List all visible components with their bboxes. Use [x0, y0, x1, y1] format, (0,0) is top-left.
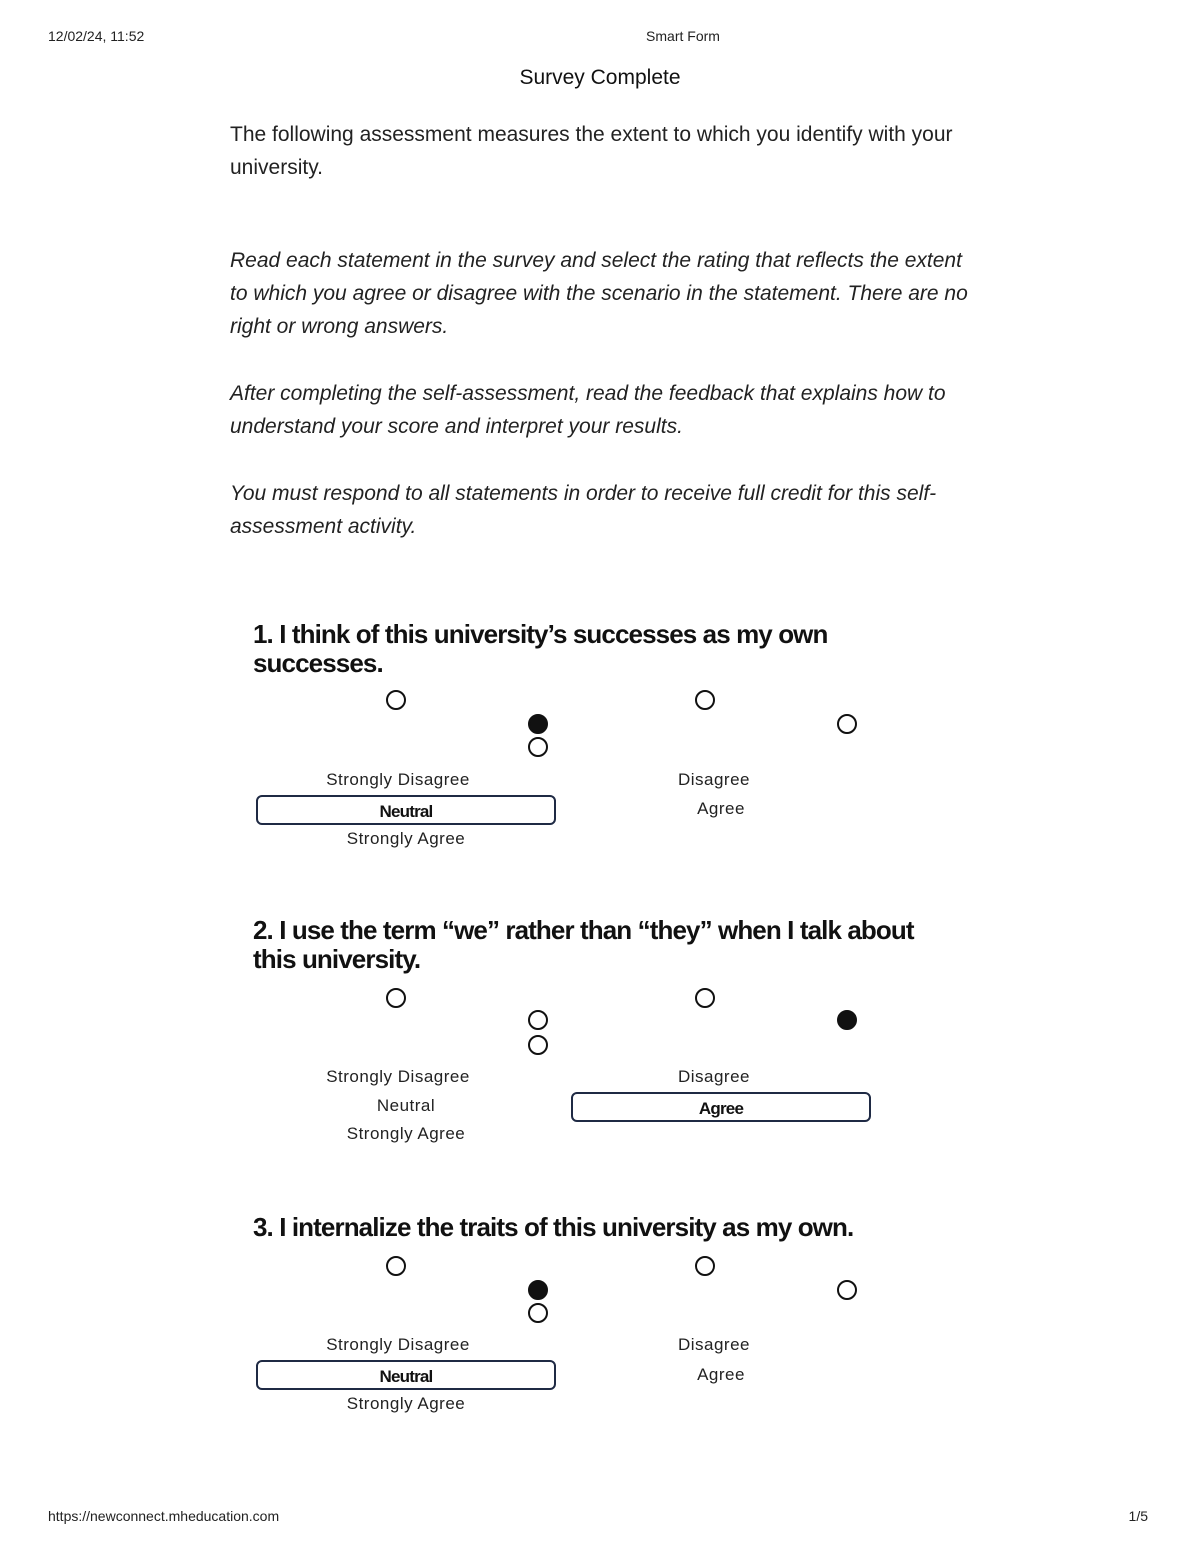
radio-strongly-agree[interactable]	[528, 1303, 548, 1323]
option-label-disagree[interactable]: Disagree	[677, 1335, 751, 1354]
option-label-strongly-disagree[interactable]: Strongly Disagree	[326, 770, 470, 789]
question-text: 2. I use the term “we” rather than “they” when I talk about this university.	[253, 915, 914, 974]
radio-strongly-agree[interactable]	[528, 1035, 548, 1055]
option-label-agree[interactable]: Agree	[697, 799, 745, 818]
option-label-neutral[interactable]: Neutral	[376, 1096, 436, 1115]
intro-text: The following assessment measures the extent to which you identify with your university.	[230, 123, 953, 179]
radio-neutral[interactable]	[528, 1010, 548, 1030]
radio-neutral[interactable]	[528, 714, 548, 734]
radio-neutral[interactable]	[528, 1280, 548, 1300]
question-text: 3. I internalize the traits of this university as my own.	[253, 1212, 854, 1242]
option-label-strongly-disagree[interactable]: Strongly Disagree	[326, 1067, 470, 1086]
radio-disagree[interactable]	[695, 1256, 715, 1276]
question-text: 1. I think of this university’s successes as my own successes.	[253, 619, 828, 678]
radio-agree[interactable]	[837, 714, 857, 734]
radio-disagree[interactable]	[695, 690, 715, 710]
radio-disagree[interactable]	[695, 988, 715, 1008]
radio-agree[interactable]	[837, 1010, 857, 1030]
option-label-neutral[interactable]: Neutral	[256, 795, 556, 825]
option-label-disagree[interactable]: Disagree	[677, 770, 751, 789]
radio-strongly-agree[interactable]	[528, 737, 548, 757]
radio-strongly-disagree[interactable]	[386, 988, 406, 1008]
option-label-disagree[interactable]: Disagree	[677, 1067, 751, 1086]
radio-strongly-disagree[interactable]	[386, 690, 406, 710]
radio-strongly-disagree[interactable]	[386, 1256, 406, 1276]
radio-agree[interactable]	[837, 1280, 857, 1300]
option-label-strongly-agree[interactable]: Strongly Agree	[346, 1124, 466, 1143]
option-label-agree[interactable]: Agree	[571, 1092, 871, 1122]
print-page-title: Smart Form	[646, 28, 720, 44]
print-url: https://newconnect.mheducation.com	[48, 1508, 280, 1524]
instruction-read: Read each statement in the survey and select the rating that reflects the extent to which you agree or disagree with the scenario in the statement. There are no right or wrong answers.	[230, 249, 968, 338]
print-page-number: 1/5	[1128, 1508, 1148, 1524]
option-label-strongly-agree[interactable]: Strongly Agree	[346, 829, 466, 848]
option-label-strongly-agree[interactable]: Strongly Agree	[346, 1394, 466, 1413]
page-title: Survey Complete	[519, 66, 681, 89]
option-label-agree[interactable]: Agree	[697, 1365, 745, 1384]
print-datetime: 12/02/24, 11:52	[48, 28, 145, 44]
option-label-strongly-disagree[interactable]: Strongly Disagree	[326, 1335, 470, 1354]
option-label-neutral[interactable]: Neutral	[256, 1360, 556, 1390]
instruction-feedback: After completing the self-assessment, read the feedback that explains how to understand your score and interpret your results.	[230, 382, 946, 438]
instruction-credit: You must respond to all statements in order to receive full credit for this self-assessment activity.	[230, 482, 937, 538]
